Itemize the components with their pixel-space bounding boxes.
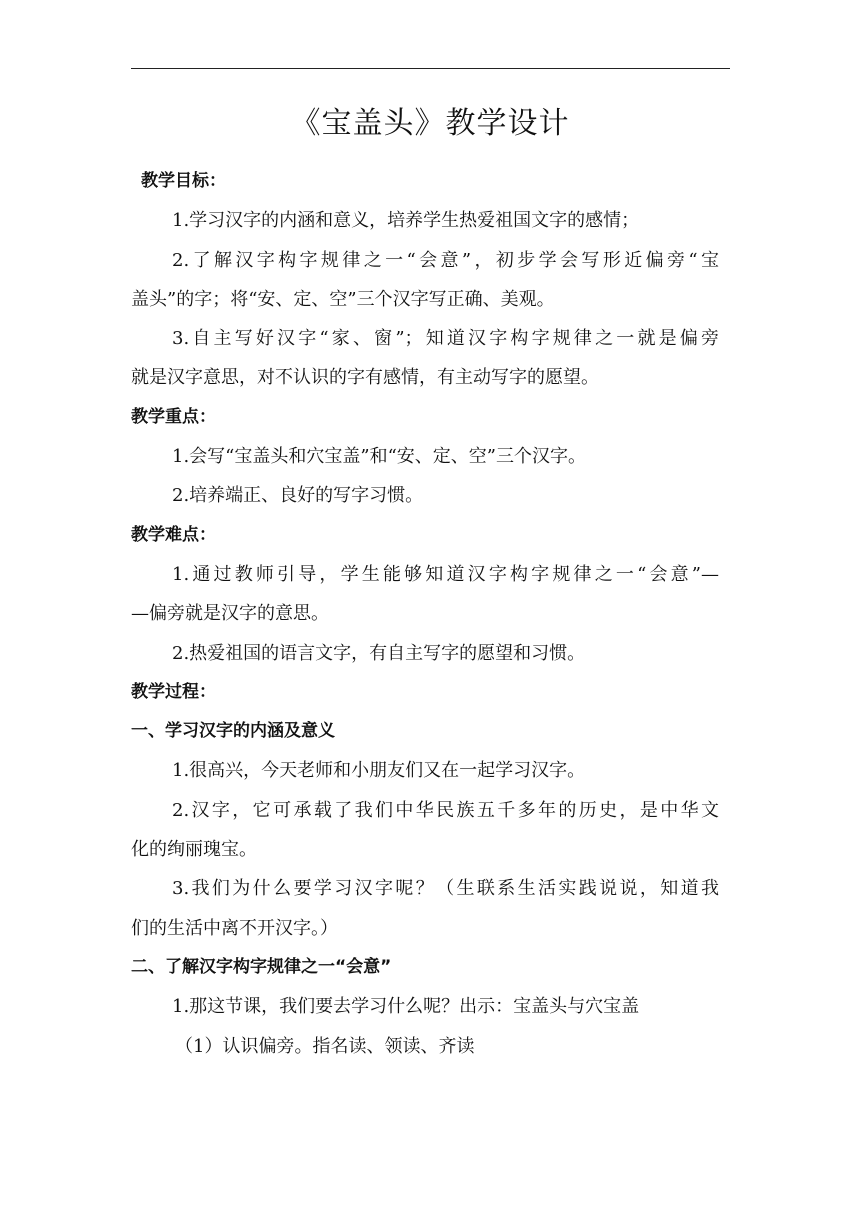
difficulties-heading: 教学难点： — [131, 524, 216, 545]
difficulty-2: 2.热爱祖国的语言文字，有自主写字的愿望和习惯。 — [172, 642, 586, 664]
document-body — [131, 162, 719, 1066]
part-2-subitem-1: （1）认识偏旁。指名读、领读、齐读 — [175, 1035, 475, 1057]
part-1-item-1: 1.很高兴，今天老师和小朋友们又在一起学习汉字。 — [172, 760, 586, 782]
header-rule — [131, 68, 730, 69]
difficulty-1-line-2: —偏旁就是汉字的意思。 — [131, 603, 329, 625]
goals-heading: 教学目标： — [141, 171, 226, 191]
key-point-1: 1.会写“宝盖头和穴宝盖”和“安、定、空”三个汉字。 — [172, 446, 586, 468]
part-1-item-2-line-2: 化的绚丽瑰宝。 — [131, 839, 257, 861]
part-1-item-3-line-1: 3.我们为什么要学习汉字呢？（生联系生活实践说说，知道我 — [172, 878, 719, 900]
goal-3-line-1: 3.自主写好汉字“家、窗”；知道汉字构字规律之一就是偏旁 — [172, 328, 719, 350]
goal-1: 1.学习汉字的内涵和意义，培养学生热爱祖国文字的感情； — [172, 210, 640, 232]
goal-3-line-2: 就是汉字意思，对不认识的字有感情，有主动写字的愿望。 — [131, 367, 599, 389]
part-2-heading: 二、了解汉字构字规律之一“会意” — [131, 956, 392, 977]
goal-2-line-1: 2.了解汉字构字规律之一“会意”，初步学会写形近偏旁“宝 — [172, 249, 719, 271]
goal-2-line-2: 盖头”的字；将“安、定、空”三个汉字写正确、美观。 — [131, 288, 555, 310]
part-2-item-1: 1.那这节课，我们要去学习什么呢？出示：宝盖头与穴宝盖 — [172, 996, 640, 1018]
key-point-2: 2.培养端正、良好的写字习惯。 — [172, 485, 424, 507]
part-1-item-2-line-1: 2.汉字，它可承载了我们中华民族五千多年的历史，是中华文 — [172, 799, 719, 821]
document-title: 《宝盖头》教学设计 — [290, 106, 570, 141]
part-1-heading: 一、学习汉字的内涵及意义 — [131, 721, 335, 742]
part-1-item-3-line-2: 们的生活中离不开汉字。） — [131, 917, 338, 939]
process-heading: 教学过程： — [131, 681, 216, 702]
difficulty-1-line-1: 1.通过教师引导，学生能够知道汉字构字规律之一“会意”— — [172, 563, 719, 585]
key-points-heading: 教学重点： — [131, 406, 216, 427]
